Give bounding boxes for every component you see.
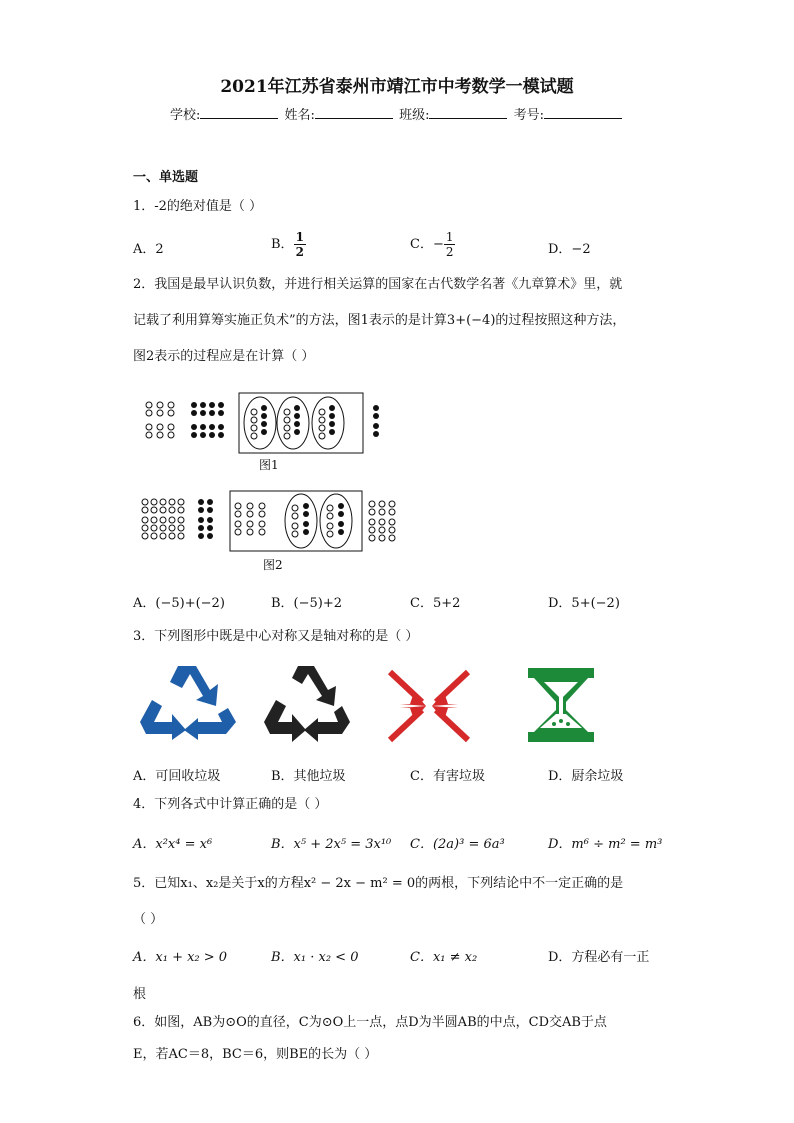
q5-line-2: （ ） [133,912,164,927]
q5-line-1: 5．已知x₁、x₂是关于x的方程x² − 2x − m² = 0的两根，下列结论中不一定正确的是 [133,876,624,891]
q1-c-label: C．− [410,237,444,252]
figure-1-caption: 图1 [259,458,279,472]
q1-b-denominator: 2 [295,245,304,259]
class-label: 班级: [399,108,430,123]
q5-option-a[interactable]: A．x₁ + x₂ > 0 [133,950,228,965]
q2-option-c[interactable]: C．5+2 [410,596,461,611]
q1-b-numerator: 1 [295,230,304,244]
q4-option-d[interactable]: D．m⁶ ÷ m² = m³ [548,837,663,852]
q3-option-c[interactable]: C．有害垃圾 [410,769,485,784]
q6-line-2: E，若AC＝8，BC＝6，则BE的长为（ ） [133,1047,378,1062]
other-waste-icon [262,660,352,744]
q1-option-d[interactable]: D．−2 [548,242,591,257]
section-heading: 一、单选题 [133,170,199,185]
q4-stem: 4．下列各式中计算正确的是（ ） [133,797,328,812]
q1-c-numerator: 1 [445,230,454,244]
class-blank[interactable] [429,106,507,119]
q4-option-b[interactable]: B．x⁵ + 2x⁵ = 3x¹⁰ [271,837,392,852]
q5-option-b[interactable]: B．x₁ · x₂ < 0 [271,950,359,965]
student-info [0,104,794,123]
q1-option-b[interactable] [271,230,306,259]
hazardous-waste-icon [386,668,472,744]
q3-option-a[interactable]: A．可回收垃圾 [133,769,221,784]
q3-option-b[interactable]: B．其他垃圾 [271,769,346,784]
q1-stem: 1．-2的绝对值是（ ） [133,199,263,214]
q2-option-d[interactable]: D．5+(−2) [548,596,620,611]
q6-line-1: 6．如图，AB为⊙O的直径，C为⊙O上一点，点D为半圆AB的中点，CD交AB于点 [133,1015,607,1030]
q1-c-denominator: 2 [445,245,454,259]
id-blank[interactable] [544,106,622,119]
q5-option-d-continued: 根 [133,987,147,1002]
q1-b-label: B． [271,237,294,252]
name-blank[interactable] [315,106,393,119]
page-title: 2021年江苏省泰州市靖江市中考数学一模试题 [220,77,574,97]
q1-option-a[interactable]: A．2 [133,242,164,257]
q1-option-c[interactable] [410,230,455,259]
recycle-icon [138,660,238,742]
q3-stem: 3．下列图形中既是中心对称又是轴对称的是（ ） [133,629,419,644]
q5-option-d[interactable]: D．方程必有一正 [548,950,650,965]
id-label: 考号: [513,108,544,123]
q2-line-3: 图2表示的过程应是在计算（ ） [133,349,315,364]
q2-option-a[interactable]: A．(−5)+(−2) [133,596,225,611]
q2-option-b[interactable]: B．(−5)+2 [271,596,343,611]
figure-2-caption: 图2 [263,558,283,572]
q3-option-d[interactable]: D．厨余垃圾 [548,769,624,784]
kitchen-waste-icon [526,666,596,746]
q2-line-2: 记载了利用算筹实施正负术”的方法，图1表示的是计算3+(−4)的过程按照这种方法， [133,313,626,328]
school-label: 学校: [170,108,201,123]
q5-option-c[interactable]: C．x₁ ≠ x₂ [410,950,478,965]
q2-line-1: 2．我国是最早认识负数，并进行相关运算的国家在古代数学名著《九章算术》里，就 [133,277,623,292]
q4-option-a[interactable]: A．x²x⁴ = x⁶ [133,837,213,852]
q4-option-c[interactable]: C．(2a)³ = 6a³ [410,837,505,852]
counting-rods-figure-2 [138,488,408,558]
school-blank[interactable] [200,106,278,119]
name-label: 姓名: [284,108,315,123]
